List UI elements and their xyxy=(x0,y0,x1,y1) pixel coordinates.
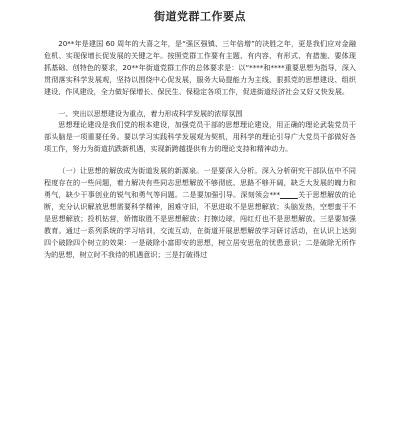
body-paragraph: 思想理论建设是我们党的根本建设，加强党员干部的思想理论建设，用正确的理论武装党员干部头脑是一项重要任务。要以学习实践科学发展观为契机，用科学的理论引导广大党员干部做好各项工作，努力为街道抗跌新机遇，实现新跨越提供有力的理论支持和精神动力。 xyxy=(44,120,356,154)
paragraph-text-part: （一）让思想的解放成为街道发展的新源泉。一是要深入分析。深入分析研究干部队伍中不同程度存在的一些问题，着力解决有些同志思想解放不够彻底、思路不够开阔，缺乏大发展的魄力和勇气，缺少干事创业的锐气和勇气等问题。二是要加强引导。深刻领会*** xyxy=(44,166,356,199)
document-title: 街道党群工作要点 xyxy=(154,10,246,23)
intro-paragraph: 20**年是建国 60 周年的大喜之年，是“强区强镇、三年倍增”的决胜之年，更是我们应对金融危机、实现保增长促发展的关键之年。按照党群工作要有主题、有内容、有形式、有措施、要体现抓基础、创特色的要求，20**年街道党群工作的总体要求是：以“****和****重要思想为指导，深入贯彻落实科学发展观，坚持以围绕中心促发展，服务大局提能力为主线，狠抓党的思想建设、组织建设、作风建设，全力做好保增长、保民生、保稳定各项工作，促进街道经济社会又好又快发展。 xyxy=(44,39,356,96)
blank-underline: _____ xyxy=(280,189,298,199)
body-paragraph-emancipation xyxy=(44,165,356,260)
section-heading: 一、突出以思想建设为重点，着力形成科学发展的浓厚氛围 xyxy=(58,108,243,118)
paragraph-text-part: 关于思想解放的论断，充分认识解放思想需要科学精神，困难守旧，不思进取不是思想解放；头脑发热，空想蛮干不是思想解放；投机钻营，娇惰取胜不是思想解放；打擦边球，闯红灯也不是思想解放。三是要加强教育。通过一系列系统的学习培训，交流互动，在街道开展思想解放学习研讨活动，在认识上达到四个破除四个树立的效果：一是破除小富即安的思想，树立居安思危的忧患意识；二是破除无所作为的思想，树立时不我待的机遇意识；三是打破得过 xyxy=(44,189,357,259)
